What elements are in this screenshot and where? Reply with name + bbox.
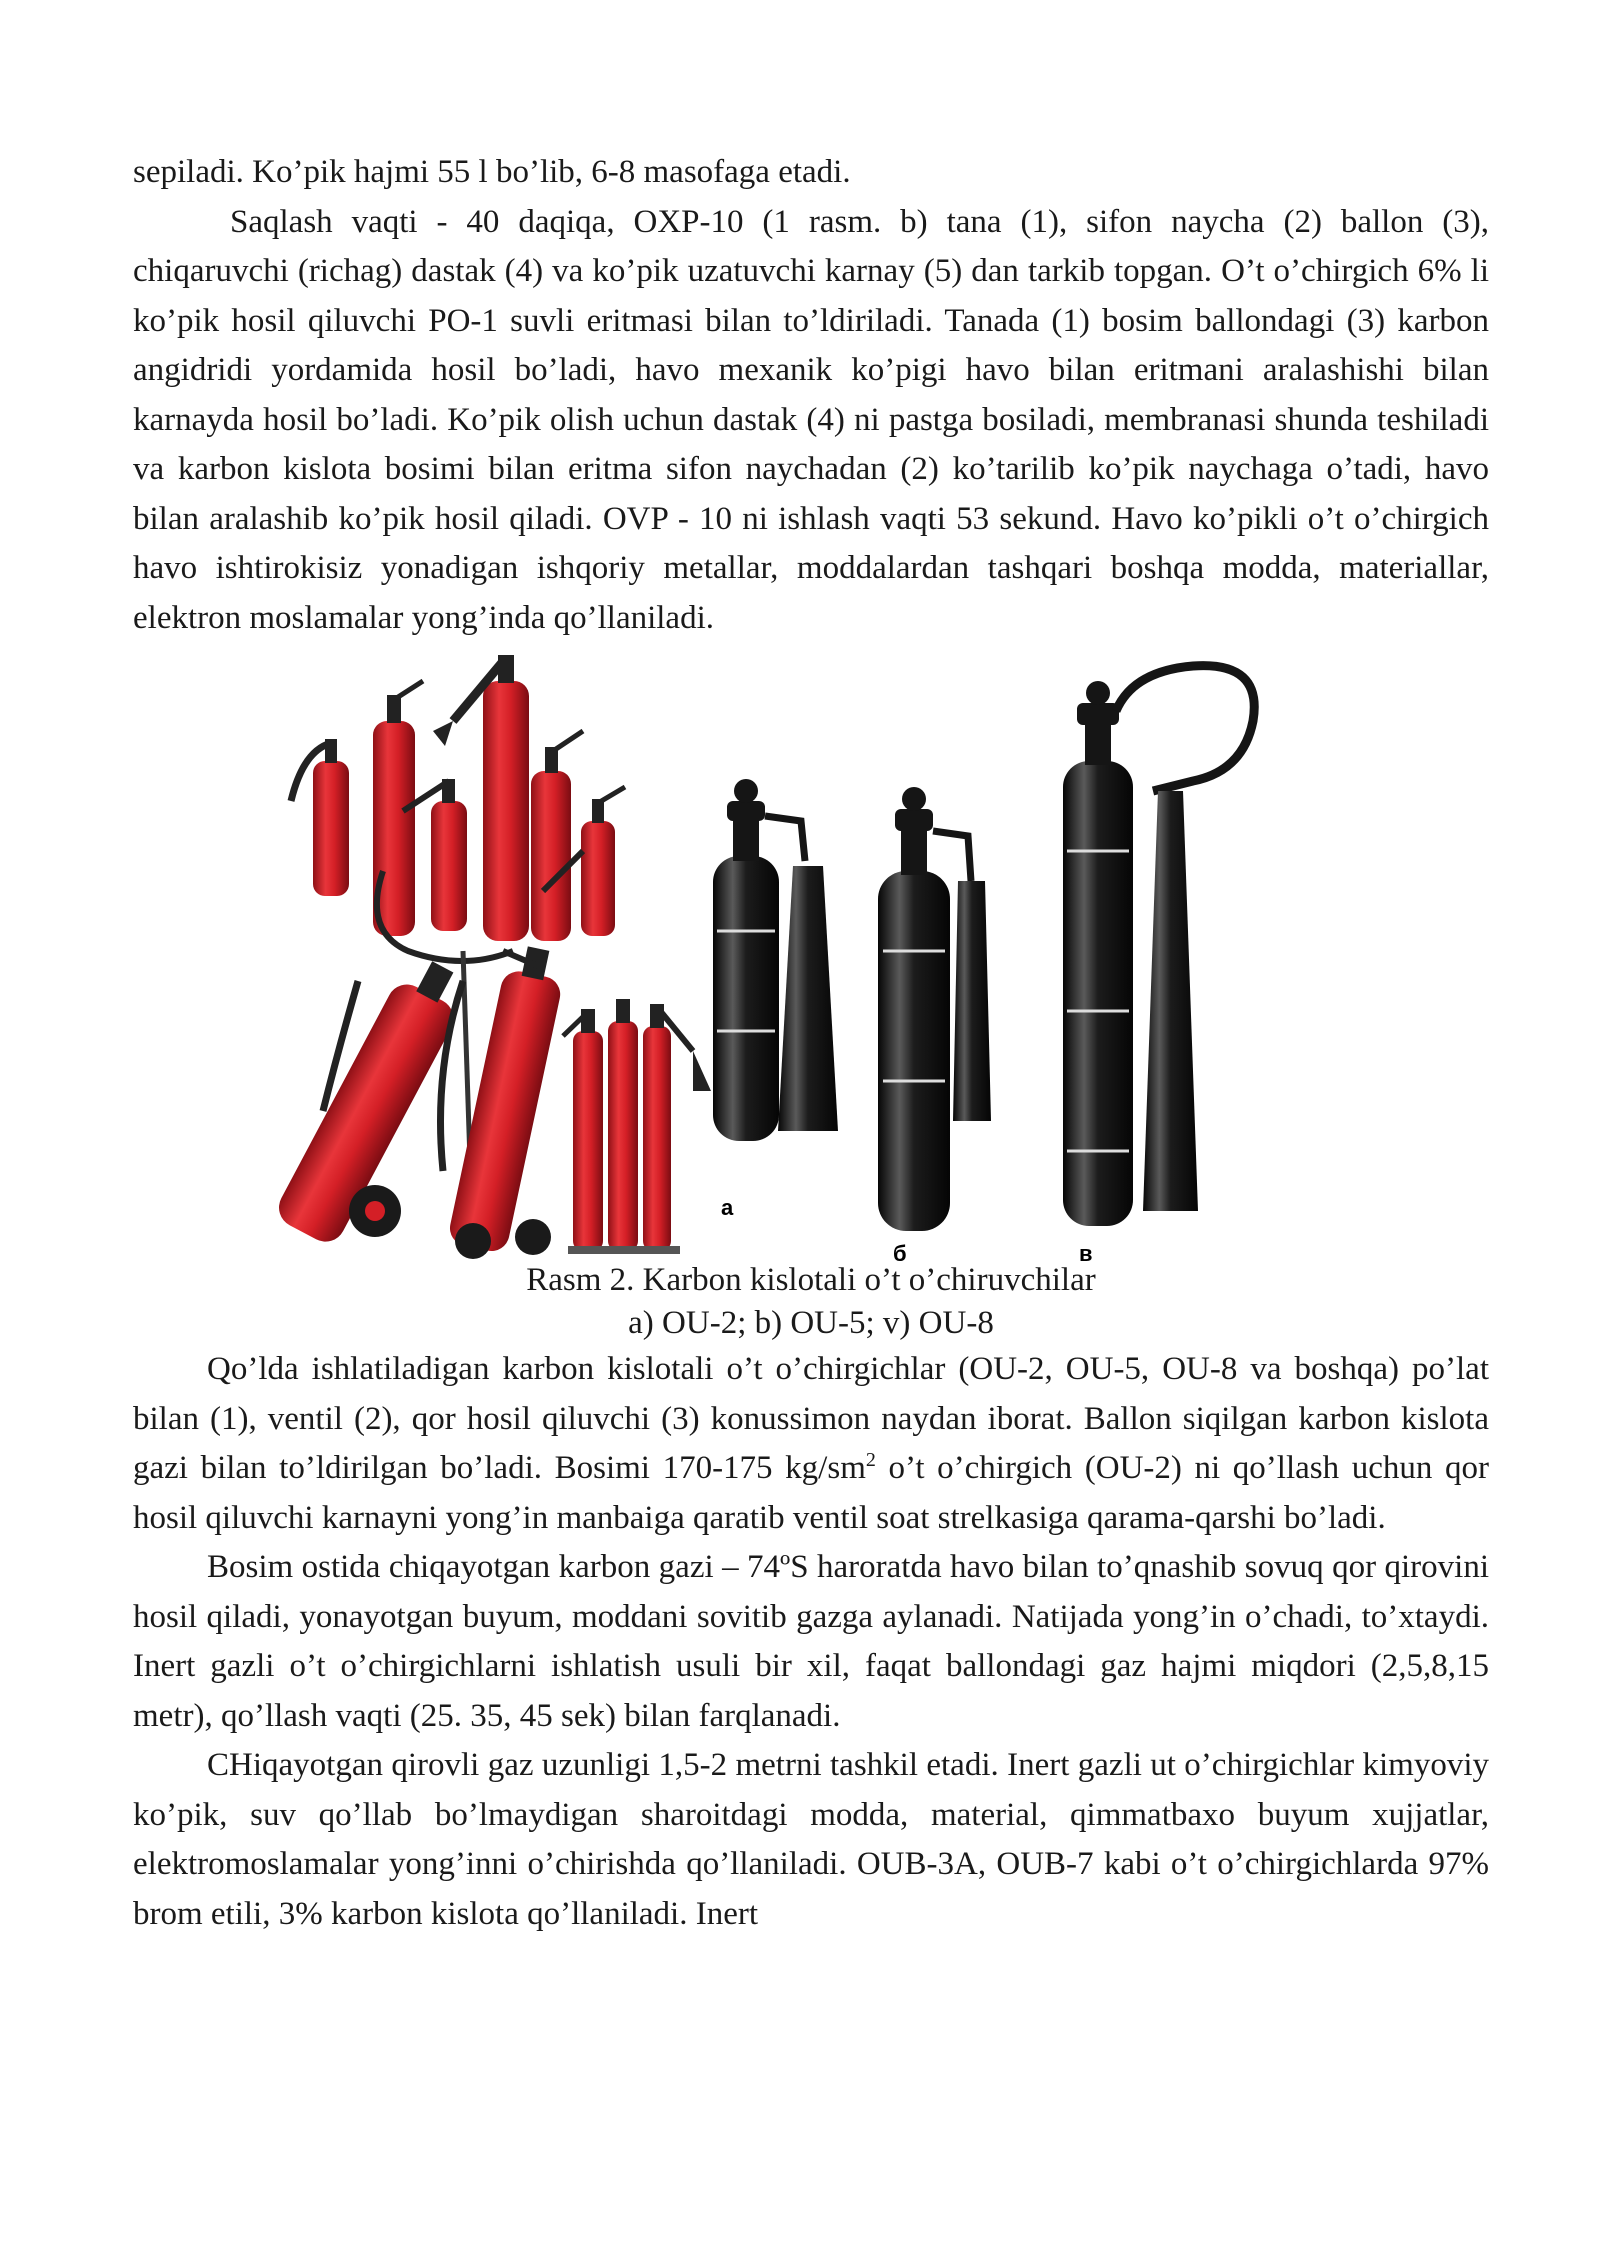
extinguisher-illustration [133,651,1489,1271]
document-page [133,148,1489,1939]
paragraph-3 [133,1345,1489,1543]
extinguisher-drawing-ou8 [1063,666,1254,1226]
paragraph-3-text: Qo’lda ishlatiladigan karbon kislotali o’t o’chirgichlar (OU-2, OU-5, OU-8 va boshqa) po’lat bilan (1), ventil (2), qor hosil qiluvchi (3) konussimon naydan iborat. Ballon siqilgan karbon kislota gazi bilan to’ldirilgan bo’ladi. Bosimi 170-175 kg/sm [133,1351,1489,1486]
extinguisher-drawing-ou5 [878,787,991,1231]
wheeled-extinguishers-photo [272,943,711,1259]
superscript-2: 2 [865,1449,876,1471]
figure-label-b: б [893,1241,907,1266]
figure-extinguishers [133,651,1489,1271]
paragraph-5: CHiqayotgan qirovli gaz uzunligi 1,5-2 metrni tashkil etadi. Inert gazli ut o’chirgichlar kimyoviy ko’pik, suv qo’llab bo’lmaydigan sharoitdagi modda, material, qimmatbaxo buyum xujjatlar, elektromoslamalar yong’inni o’chirishda qo’llaniladi. OUB-3A, OUB-7 kabi o’t o’chirgichlarda 97% brom etili, 3% karbon kislota qo’llaniladi. Inert [133,1747,1489,1932]
paragraph-4: Bosim ostida chiqayotgan karbon gazi – 74ºS haroratda havo bilan to’qnashib sovuq qor qirovini hosil qiladi, yonayotgan buyum, moddani sovitib gazga aylanadi. Natijada yong’in o’chadi, to’xtaydi. Inert gazli o’t o’chirgichlarni ishlatish usuli bir xil, faqat ballondagi gaz hajmi miqdori (2,5,8,15 metr), qo’llash vaqti (25. 35, 45 sek) bilan farqlanadi. [133,1549,1489,1734]
extinguisher-drawing-ou2 [713,779,838,1141]
figure-caption-title: Rasm 2. Karbon kislotali o’t o’chiruvchilar [526,1262,1096,1298]
red-extinguishers-photo [291,655,625,961]
paragraph-1: sepiladi. Ko’pik hajmi 55 l bo’lib, 6-8 masofaga etadi. [133,154,851,190]
paragraph-2: Saqlash vaqti - 40 daqiqa, OXP-10 (1 rasm. b) tana (1), sifon naycha (2) ballon (3), chiqaruvchi (richag) dastak (4) va ko’pik uzatuvchi karnay (5) dan tarkib topgan. O’t o’chirgich 6% li ko’pik hosil qiluvchi PO-1 suvli eritmasi bilan to’ldiriladi. Tanada (1) bosim ballondagi (3) karbon angidridi yordamida hosil bo’ladi, havo mexanik ko’pigi havo bilan eritmani aralashishi bilan karnayda hosil bo’ladi. Ko’pik olish uchun dastak (4) ni pastga bosiladi, membranasi shunda teshiladi va karbon kislota bosimi bilan eritma sifon naychadan (2) ko’tarilib ko’pik naychaga o’tadi, havo bilan aralashib ko’pik hosil qiladi. OVP - 10 ni ishlash vaqti 53 sekund. Havo ko’pikli o’t o’chirgich havo ishtirokisiz yonadigan ishqoriy metallar, moddalardan tashqari boshqa modda, materiallar, elektron moslamalar yong’inda qo’llaniladi. [133,203,1489,636]
figure-label-v: в [1079,1241,1093,1266]
figure-caption-subtitle: a) OU-2; b) OU-5; v) OU-8 [628,1305,994,1341]
figure-caption [133,1259,1489,1345]
paragraph-3-text-end: o’t o’chirgich (OU-2) ni qo’llash uchun qor hosil qiluvchi karnayni yong’in manbaiga qaratib ventil soat strelkasiga qarama-qarshi bo’ladi. [133,1450,1489,1536]
figure-label-a: а [721,1195,734,1220]
